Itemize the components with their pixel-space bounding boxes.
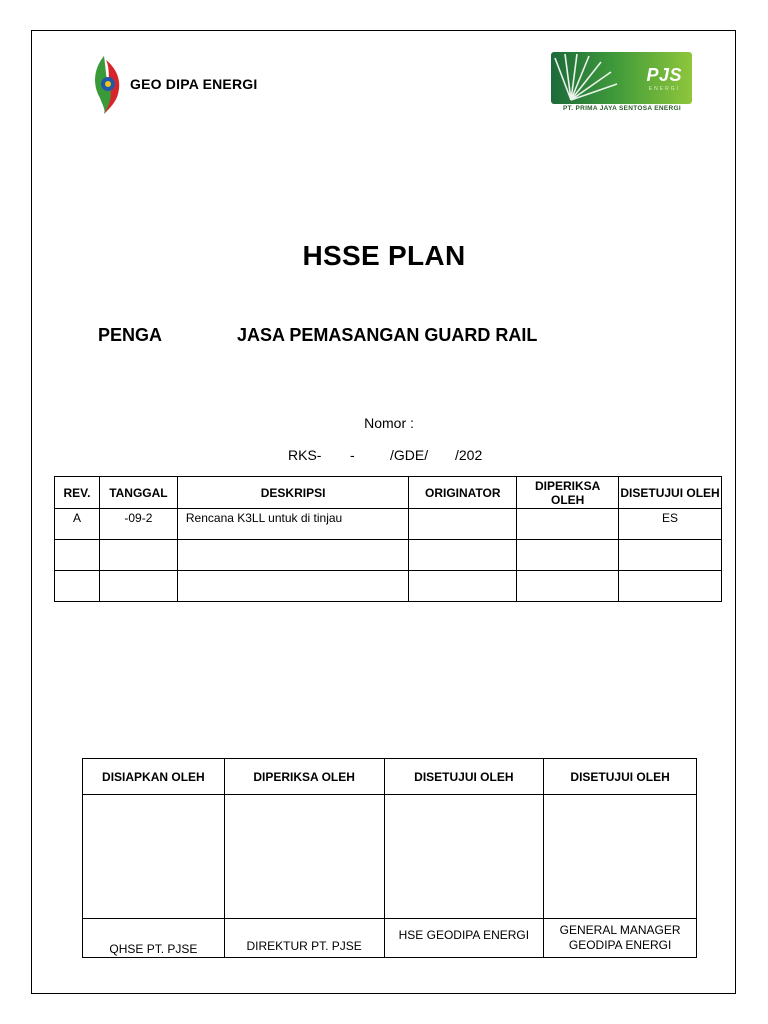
cell-tanggal: -09-2 (99, 509, 177, 540)
sig-role-gm: GENERAL MANAGER GEODIPA ENERGI (544, 919, 697, 958)
cell-tanggal (99, 571, 177, 602)
rks-prefix: RKS- (288, 447, 322, 463)
revision-header-row (55, 477, 722, 509)
signature-space-row (83, 795, 697, 919)
table-row (55, 540, 722, 571)
rks-dash: - (350, 447, 355, 463)
rks-year: /202 (455, 447, 483, 463)
cell-disetujui (619, 571, 722, 602)
signature-box (224, 795, 384, 919)
sig-role-direktur: DIREKTUR PT. PJSE (224, 919, 384, 958)
signature-box (83, 795, 225, 919)
header-originator: ORIGINATOR (409, 477, 517, 509)
sig-header-disiapkan: DISIAPKAN OLEH (83, 759, 225, 795)
signature-role-row (83, 919, 697, 958)
cell-deskripsi: Rencana K3LL untuk di tinjau (177, 509, 408, 540)
table-row (55, 509, 722, 540)
pjs-logo-word: PJS (646, 65, 682, 85)
cell-originator (409, 540, 517, 571)
header-rev: REV. (55, 477, 100, 509)
pjs-logo-sub: ENERGI (648, 86, 680, 92)
cell-diperiksa (517, 540, 619, 571)
sig-header-disetujui-1: DISETUJUI OLEH (384, 759, 544, 795)
nomor-label: Nomor : (364, 415, 414, 431)
cell-originator (409, 509, 517, 540)
pjs-logo (551, 52, 692, 104)
subtitle-left: PENGA (98, 325, 163, 345)
cell-originator (409, 571, 517, 602)
header-deskripsi: DESKRIPSI (177, 477, 408, 509)
header-tanggal: TANGGAL (99, 477, 177, 509)
cell-rev (55, 571, 100, 602)
geo-dipa-logo-text: GEO DIPA ENERGI (130, 76, 258, 92)
pjs-company-name: PT. PRIMA JAYA SENTOSA ENERGI (563, 105, 681, 112)
table-row (55, 571, 722, 602)
sig-header-disetujui-2: DISETUJUI OLEH (544, 759, 697, 795)
cell-rev: A (55, 509, 100, 540)
rks-gde: /GDE/ (390, 447, 429, 463)
cell-diperiksa (517, 509, 619, 540)
subtitle-right: JASA PEMASANGAN GUARD RAIL (237, 325, 538, 345)
cell-deskripsi (177, 540, 408, 571)
cell-diperiksa (517, 571, 619, 602)
sig-role-qhse: QHSE PT. PJSE (83, 919, 225, 958)
header-disetujui: DISETUJUI OLEH (619, 477, 722, 509)
header-diperiksa: DIPERIKSA OLEH (517, 477, 619, 509)
signature-header-row (83, 759, 697, 795)
sig-header-diperiksa: DIPERIKSA OLEH (224, 759, 384, 795)
cell-deskripsi (177, 571, 408, 602)
signature-table (82, 758, 697, 958)
document-title: HSSE PLAN (302, 240, 466, 271)
signature-box (544, 795, 697, 919)
cell-tanggal (99, 540, 177, 571)
cell-disetujui (619, 540, 722, 571)
cell-disetujui: ES (619, 509, 722, 540)
sig-role-hse: HSE GEODIPA ENERGI (384, 919, 544, 958)
revision-table (54, 476, 722, 602)
cell-rev (55, 540, 100, 571)
signature-box (384, 795, 544, 919)
